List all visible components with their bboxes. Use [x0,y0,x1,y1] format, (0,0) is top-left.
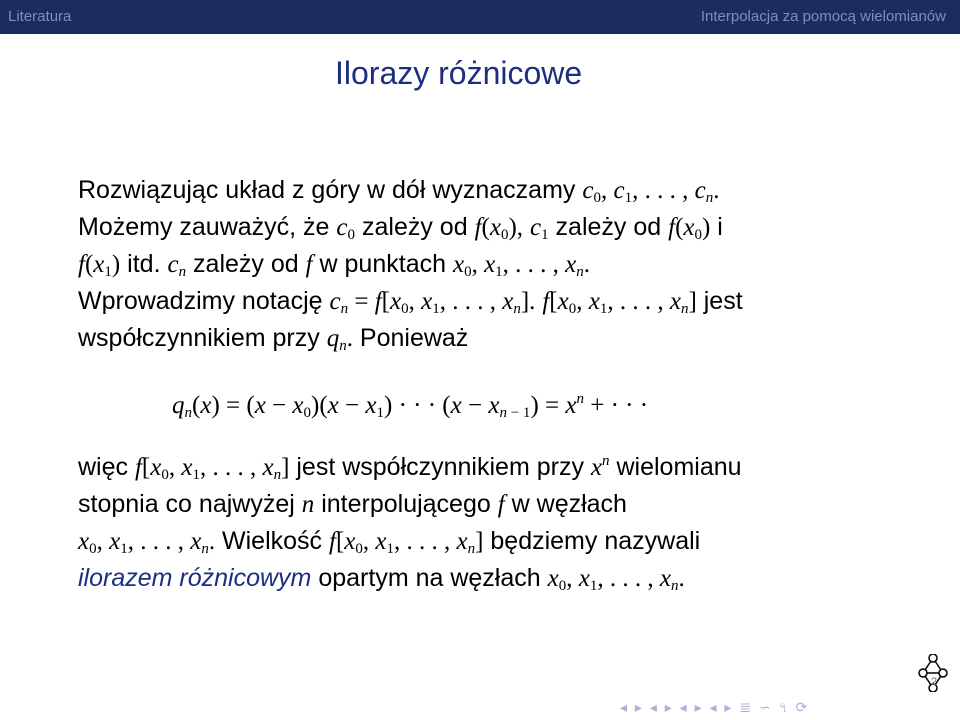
section-link[interactable]: Literatura [8,8,72,25]
text-line: Możemy zauważyć, że $c_0$ zależy od $f(x_0)$, $c_1$ zależy od $f(x_0)$ i [78,213,723,243]
text-line: Rozwiązując układ z góry w dół wyznaczamy $c_0$, $c_1$, . . . , $c_n$. [78,176,720,206]
header-bar [0,0,960,34]
slide-body-2 [78,449,938,597]
text-line: współczynnikiem przy $q_n$. Ponieważ [78,324,469,354]
text-line: stopnia co najwyżej n interpolującego f w węzłach [78,490,627,518]
text-line: $x_0$, $x_1$, . . . , $x_n$. Wielkość $f[x_0$, $x_1$, . . . , $x_n$] będziemy nazywali [78,527,701,557]
text-line: $f(x_1)$ itd. $c_n$ zależy od f w punktach $x_0$, $x_1$, . . . , $x_n$. [78,250,591,280]
text-line: Wprowadzimy notację $c_n = f[x_0$, $x_1$, . . . , $x_n$]. $f[x_0$, $x_1$, . . . , $x_n$] jest [78,287,743,317]
defined-term: ilorazem różnicowym [78,564,312,592]
subsection-link[interactable]: Interpolacja za pomocą wielomianów [700,8,946,25]
slide-body [78,172,938,357]
text-line: ilorazem różnicowym opartym na węzłach $x_0$, $x_1$, . . . , $x_n$. [78,564,685,594]
navigation-symbols[interactable]: ◂ ▸ ◂ ▸ ◂ ▸ ◂ ▸ ≣ ∽ ৭ ⟳ [620,699,810,715]
formula: $q_n(x) = (x - x_0)(x - x_1)$ · · · $(x - x_{n - 1}) = x^n$ + · · · [172,391,649,421]
page-number: 2 [931,676,938,688]
slide-title: Ilorazy różnicowe [335,55,583,91]
text-line: więc $f[x_0$, $x_1$, . . . , $x_n$] jest współczynnikiem przy $x^n$ wielomianu [78,453,742,483]
